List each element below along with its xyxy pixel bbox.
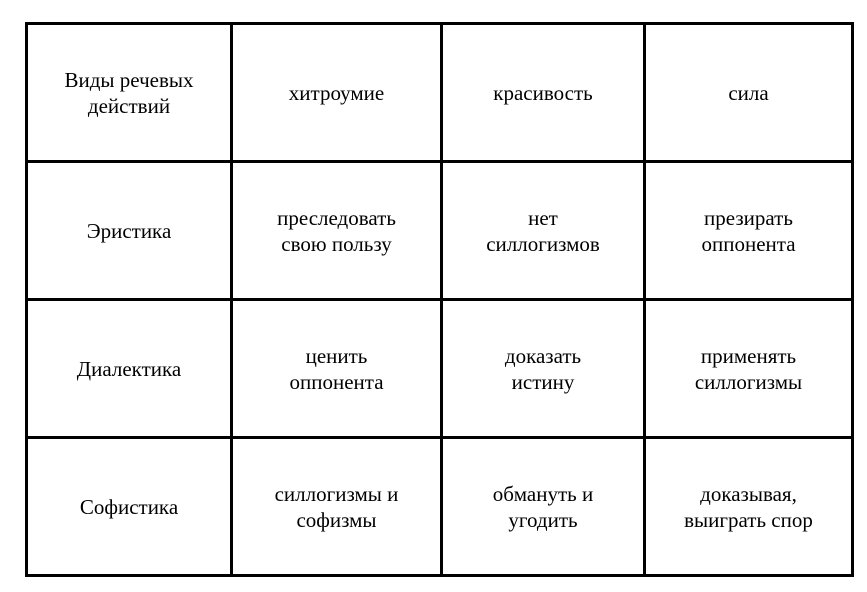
table-row-header	[27, 24, 853, 162]
cell-line: красивость	[493, 80, 593, 105]
cell-line: доказать	[504, 343, 582, 368]
table-cell	[232, 300, 442, 438]
cell-line: нет	[528, 205, 558, 230]
table-row	[27, 300, 853, 438]
cell-line: обмануть и	[492, 481, 594, 506]
cell-line: силлогизмов	[486, 231, 600, 256]
cell-line: преследовать	[277, 205, 396, 230]
table-cell	[442, 300, 645, 438]
table-cell	[442, 24, 645, 162]
cell-line: доказывая,	[700, 481, 797, 506]
table-cell	[27, 300, 232, 438]
table-cell	[232, 24, 442, 162]
table-cell	[232, 438, 442, 576]
cell-line: Виды речевых	[64, 67, 194, 92]
cell-line: угодить	[508, 507, 578, 532]
cell-line: Эристика	[86, 218, 172, 243]
cell-line: истину	[511, 369, 575, 394]
cell-line: Диалектика	[76, 356, 182, 381]
cell-line: Софистика	[79, 494, 179, 519]
table-cell	[645, 24, 853, 162]
cell-line: хитроумие	[288, 80, 385, 105]
cell-line: оппонента	[701, 231, 796, 256]
cell-line: действий	[87, 93, 171, 118]
cell-line: презирать	[704, 205, 793, 230]
table-cell	[27, 24, 232, 162]
cell-line: силлогизмы	[694, 369, 803, 394]
table-cell	[27, 162, 232, 300]
table-cell	[232, 162, 442, 300]
cell-line: ценить	[305, 343, 368, 368]
table-cell	[645, 300, 853, 438]
table-row	[27, 162, 853, 300]
cell-line: применять	[700, 343, 797, 368]
comparison-table	[25, 22, 854, 577]
table-cell	[645, 438, 853, 576]
cell-line: оппонента	[289, 369, 384, 394]
cell-line: софизмы	[296, 507, 377, 532]
cell-line: свою пользу	[281, 231, 392, 256]
cell-line: выиграть спор	[684, 507, 813, 532]
table-row	[27, 438, 853, 576]
cell-line: сила	[728, 80, 769, 105]
table-cell	[442, 438, 645, 576]
cell-line: силлогизмы и	[274, 481, 399, 506]
table-cell	[27, 438, 232, 576]
table-cell	[442, 162, 645, 300]
table-cell	[645, 162, 853, 300]
